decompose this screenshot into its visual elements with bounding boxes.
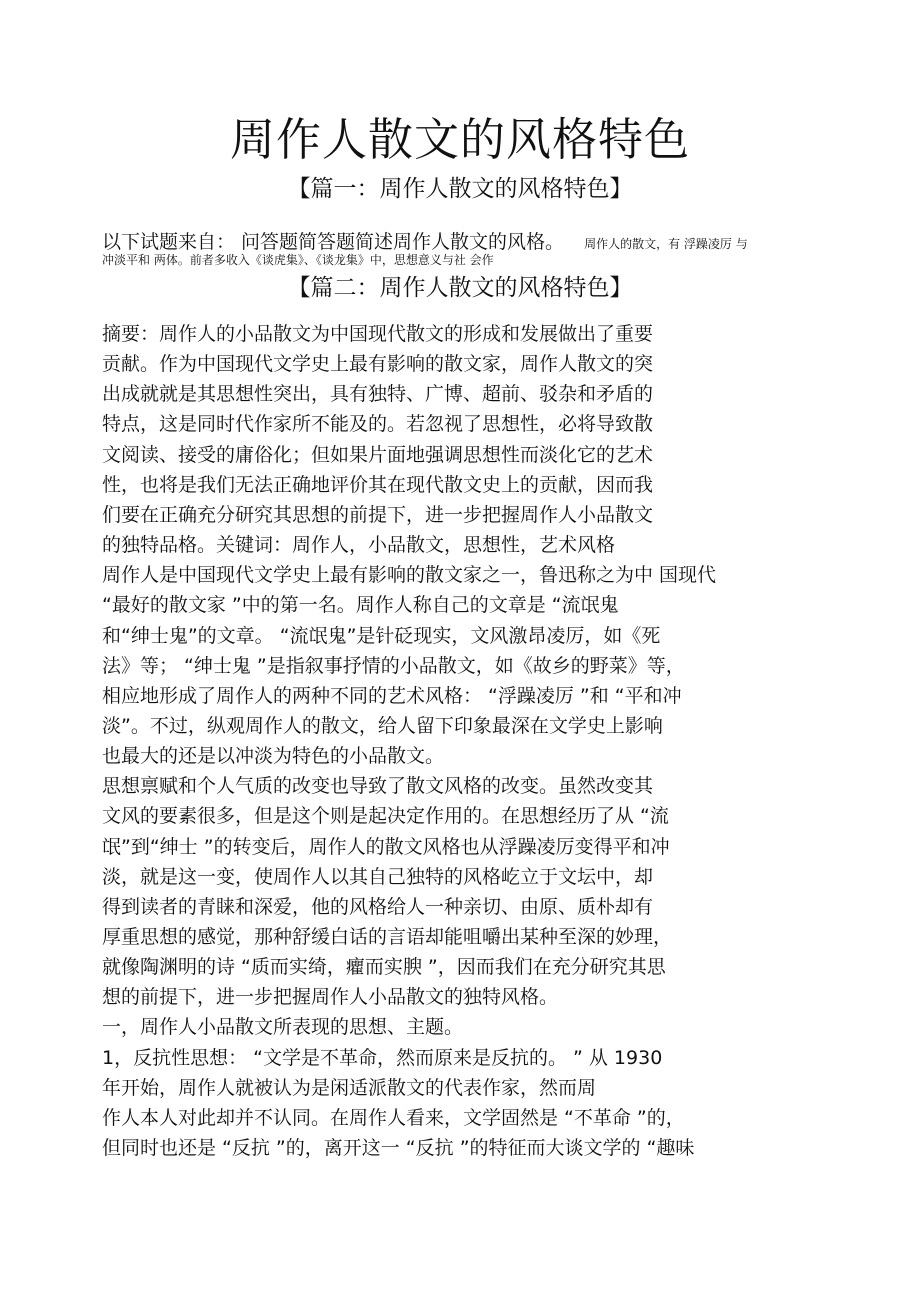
- body-line: 们要在正确充分研究其思想的前提下，进一步把握周作人小品散文: [102, 504, 654, 526]
- body-line: 思想禀赋和个人气质的改变也导致了散文风格的改变。虽然改变其: [102, 775, 654, 797]
- body-line: 文阅读、接受的庸俗化；但如果片面地强调思想性而淡化它的艺术: [102, 444, 654, 466]
- body-line: 淡，就是这一变，使周作人以其自己独特的风格屹立于文坛中，却: [102, 866, 654, 888]
- body-line: 特点，这是同时代作家所不能及的。若忽视了思想性，必将导致散: [102, 413, 654, 435]
- body-line: 相应地形成了周作人的两种不同的艺术风格： “浮躁凌厉 ”和 “平和冲: [102, 685, 682, 707]
- body-line: “最好的散文家 ”中的第一名。周作人称自己的文章是 “流氓鬼: [102, 594, 619, 616]
- body-line: 摘要：周作人的小品散文为中国现代散文的形成和发展做出了重要: [102, 323, 654, 345]
- body-line: 和“绅士鬼”的文章。 “流氓鬼”是针砭现实，文风激昂凌厉，如《死: [102, 625, 661, 647]
- body-line: 淡”。不过，纵观周作人的散文，给人留下印象最深在文学史上影响: [102, 715, 663, 737]
- body-line: 文风的要素很多，但是这个则是起决定作用的。在思想经历了从 “流: [102, 805, 669, 827]
- body-line: 但同时也还是 “反抗 ”的，离开这一 “反抗 ”的特征而大谈文学的 “趣味: [102, 1137, 695, 1159]
- section-heading-1: 【篇一：周作人散文的风格特色】: [287, 176, 633, 202]
- body-line: 年开始，周作人就被认为是闲适派散文的代表作家，然而周: [102, 1077, 597, 1099]
- body-line: 一，周作人小品散文所表现的思想、主题。: [102, 1016, 464, 1038]
- section-heading-2: 【篇二：周作人散文的风格特色】: [287, 275, 633, 301]
- body-line: 周作人是中国现代文学史上最有影响的散文家之一，鲁迅称之为中 国现代: [102, 564, 717, 586]
- body-line: 想的前提下，进一步把握周作人小品散文的独特风格。: [102, 986, 559, 1008]
- body-line: 作人本人对此却并不认同。在周作人看来，文学固然是 “不革命 ”的，: [102, 1107, 685, 1129]
- intro-small-text-1: 周作人的散文，有 浮躁凌厉 与: [584, 237, 748, 251]
- body-line: 厚重思想的感觉，那种舒缓白话的言语却能咀嚼出某种至深的妙理，: [102, 926, 673, 948]
- body-line: 得到读者的青睐和深爱，他的风格给人一种亲切、由原、质朴却有: [102, 896, 654, 918]
- body-line: 1，反抗性思想： “文学是不革命，然而原来是反抗的。 ” 从 1930: [102, 1047, 663, 1069]
- intro-main-text: 以下试题来自： 问答题简答题简述周作人散文的风格。: [102, 231, 565, 253]
- body-line: 的独特品格。关键词：周作人，小品散文，思想性，艺术风格: [102, 534, 616, 556]
- document-title: 周作人散文的风格特色: [229, 113, 690, 166]
- body-line: 就像陶渊明的诗 “质而实绮，癯而实腴 ”，因而我们在充分研究其思: [102, 956, 666, 978]
- body-line: 氓”到“绅士 ”的转变后，周作人的散文风格也从浮躁凌厉变得平和冲: [102, 836, 670, 858]
- body-line: 法》等； “绅士鬼 ”是指叙事抒情的小品散文，如《故乡的野菜》等，: [102, 655, 685, 677]
- intro-line-2: 冲淡平和 两体。前者多收入《谈虎集》、《谈龙集》中，思想意义与社 会作: [102, 253, 494, 267]
- body-line: 贡献。作为中国现代文学史上最有影响的散文家，周作人散文的突: [102, 353, 654, 375]
- body-line: 也最大的还是以冲淡为特色的小品散文。: [102, 745, 445, 767]
- body-line: 出成就就是其思想性突出，具有独特、广博、超前、驳杂和矛盾的: [102, 383, 654, 405]
- body-line: 性，也将是我们无法正确地评价其在现代散文史上的贡献，因而我: [102, 474, 654, 496]
